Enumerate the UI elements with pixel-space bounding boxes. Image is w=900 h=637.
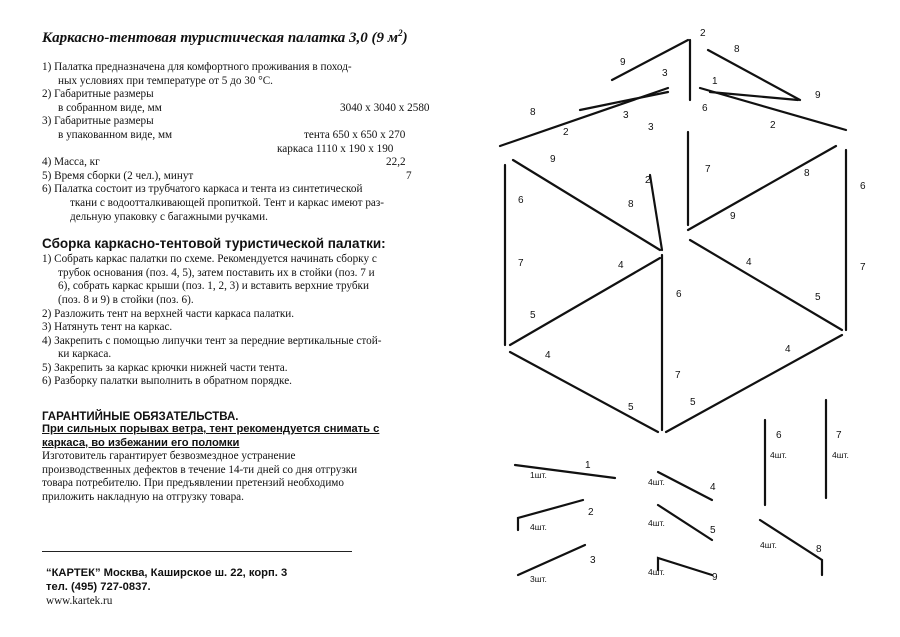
label-6-back: 6: [702, 103, 708, 114]
step-4a: 4) Закрепить с помощью липучки тент за передние вертикальные стой-: [42, 334, 382, 347]
spec-3-value-frame: каркаса 1110 х 190 х 190: [277, 142, 394, 155]
label-7-back: 7: [705, 164, 711, 175]
step-1b: трубок основания (поз. 4, 5), затем поставить их в стойки (поз. 7 и: [58, 266, 375, 279]
step-1a: 1) Собрать каркас палатки по схеме. Рекомендуется начинать сборку с: [42, 253, 377, 266]
label-8-front: 8: [628, 199, 634, 210]
label-3-top: 3: [662, 68, 668, 79]
step-5: 5) Закрепить за каркас крючки нижней части тента.: [42, 361, 288, 374]
company-phone: тел. (495) 727-0837.: [46, 581, 151, 593]
label-7-front: 7: [675, 370, 681, 381]
pipe-base-front-left: [510, 352, 658, 432]
spec-6a: 6) Палатка состоит из трубчатого каркаса и тента из синтетической: [42, 183, 363, 196]
label-1: 1: [712, 76, 718, 87]
part-4-num: 4: [710, 482, 716, 493]
spec-5-label: 5) Время сборки (2 чел.), минут: [42, 169, 194, 182]
part-9-num: 9: [712, 572, 718, 583]
part-2-num: 2: [588, 507, 594, 518]
step-1d: (поз. 8 и 9) в стойки (поз. 6).: [58, 293, 194, 306]
label-2-front: 2: [645, 175, 651, 186]
part-5-num: 5: [710, 525, 716, 536]
label-8-left: 8: [530, 107, 536, 118]
label-9-right: 9: [815, 90, 821, 101]
spec-4-label: 4) Масса, кг: [42, 156, 100, 169]
part-1-qty: 1шт.: [530, 470, 547, 480]
warranty-text-2: производственных дефектов в течение 14-ти дней со дня отгрузки: [42, 463, 358, 476]
spec-2b-label: в собранном виде, мм: [58, 101, 162, 114]
spec-6c: дельную упаковку с багажными ручками.: [70, 210, 268, 223]
part-9-qty: 4шт.: [648, 567, 665, 577]
part-1-num: 1: [585, 460, 591, 471]
warranty-warning-a: При сильных порывах ветра, тент рекомендуется снимать с: [42, 423, 380, 436]
step-6: 6) Разборку палатки выполнить в обратном порядке.: [42, 375, 292, 388]
spec-3b-label: в упакованном виде, мм: [58, 128, 173, 141]
pipe-ridge-front: [650, 175, 662, 250]
title-text: Каркасно-тентовая туристическая палатка 3,0 (9 м: [42, 30, 399, 46]
company-address: “КАРТЕК” Москва, Каширское ш. 22, корп. 3: [46, 567, 288, 579]
warranty-text-3: товара потребителю. При предъявлении претензий необходимо: [42, 477, 344, 490]
label-9-front: 9: [730, 211, 736, 222]
label-2-right: 2: [770, 120, 776, 131]
label-7-right: 7: [860, 262, 866, 273]
label-4-front: 4: [545, 350, 551, 361]
label-4-right: 4: [746, 257, 752, 268]
label-8-top: 8: [734, 44, 740, 55]
warranty-heading: ГАРАНТИЙНЫЕ ОБЯЗАТЕЛЬСТВА.: [42, 411, 239, 424]
label-6-right: 6: [860, 181, 866, 192]
label-9-left: 9: [550, 154, 556, 165]
parts-legend: [515, 400, 826, 575]
part-8-qty: 4шт.: [760, 540, 777, 550]
label-6-left: 6: [518, 195, 524, 206]
part-3-qty: 3шт.: [530, 574, 547, 584]
label-3-left: 3: [623, 110, 629, 121]
part-7-qty: 4шт.: [832, 450, 849, 460]
label-5-right: 5: [815, 292, 821, 303]
label-4-left: 4: [618, 260, 624, 271]
step-3: 3) Натянуть тент на каркас.: [42, 321, 173, 334]
spec-2a: 2) Габаритные размеры: [42, 88, 154, 101]
spec-1a: 1) Палатка предназначена для комфортного проживания в поход-: [42, 61, 352, 73]
part-4-pipe: [658, 472, 712, 500]
warranty-text-4: приложить накладную на отгрузку товара.: [42, 491, 244, 504]
title-sup: 2: [398, 28, 403, 38]
pipe-roof-back-right: [710, 92, 798, 100]
label-3-center: 3: [648, 122, 654, 133]
part-6-qty: 4шт.: [770, 450, 787, 460]
pipe-top-right: [688, 146, 836, 230]
spec-3a: 3) Габаритные размеры: [42, 115, 154, 128]
part-5-pipe: [658, 505, 712, 540]
step-2: 2) Разложить тент на верхней части каркаса палатки.: [42, 307, 295, 320]
label-5-left: 5: [530, 310, 536, 321]
label-4-front-right: 4: [785, 344, 791, 355]
label-6-front: 6: [676, 289, 682, 300]
part-2-qty: 4шт.: [530, 522, 547, 532]
label-9-top: 9: [620, 57, 626, 68]
pipe-roof-back-left: [580, 92, 668, 110]
part-9-pipe: [658, 558, 712, 575]
label-7-left: 7: [518, 258, 524, 269]
spec-5-value: 7: [406, 169, 412, 182]
part-7-num: 7: [836, 430, 842, 441]
step-1c: 6), собрать каркас крыши (поз. 1, 2, 3) и вставить верхние трубки: [58, 280, 369, 293]
part-4-qty: 4шт.: [648, 477, 665, 487]
pipe-top-left: [513, 160, 660, 250]
part-3-num: 3: [590, 555, 596, 566]
title-end: ): [402, 30, 408, 46]
spec-4-value: 22,2: [386, 156, 406, 169]
step-4b: ки каркаса.: [58, 348, 112, 361]
assembly-heading: Сборка каркасно-тентовой туристической палатки:: [42, 236, 386, 252]
company-website: www.kartek.ru: [46, 595, 113, 607]
diagram-labels: [518, 28, 866, 413]
part-6-num: 6: [776, 430, 782, 441]
label-5-front-right: 5: [690, 397, 696, 408]
part-3-pipe: [518, 545, 585, 575]
label-2-left: 2: [563, 127, 569, 138]
spec-6b: ткани с водоотталкивающей пропиткой. Тент и каркас имеют раз-: [70, 196, 385, 209]
part-8-num: 8: [816, 544, 822, 555]
spec-3-value-tent: тента 650 х 650 х 270: [304, 128, 406, 141]
label-2-top: 2: [700, 28, 706, 39]
pipe-base-front-right: [666, 335, 842, 432]
pipe-base-back-left: [510, 258, 660, 345]
warranty-warning-b: каркаса, во избежании его поломки: [42, 436, 240, 449]
spec-2-value: 3040 х 3040 х 2580: [340, 101, 430, 114]
parts-legend-labels: [530, 430, 849, 584]
part-5-qty: 4шт.: [648, 518, 665, 528]
spec-1b: ных условиях при температуре от 5 до 30 °С.: [58, 74, 273, 87]
assembled-frame: [500, 40, 846, 432]
label-8-right: 8: [804, 168, 810, 179]
pipe-base-back-right: [690, 240, 842, 330]
part-2-pipe: [518, 500, 583, 530]
label-5-front-left: 5: [628, 402, 634, 413]
warranty-text-1: Изготовитель гарантирует безвозмездное устранение: [42, 450, 296, 463]
